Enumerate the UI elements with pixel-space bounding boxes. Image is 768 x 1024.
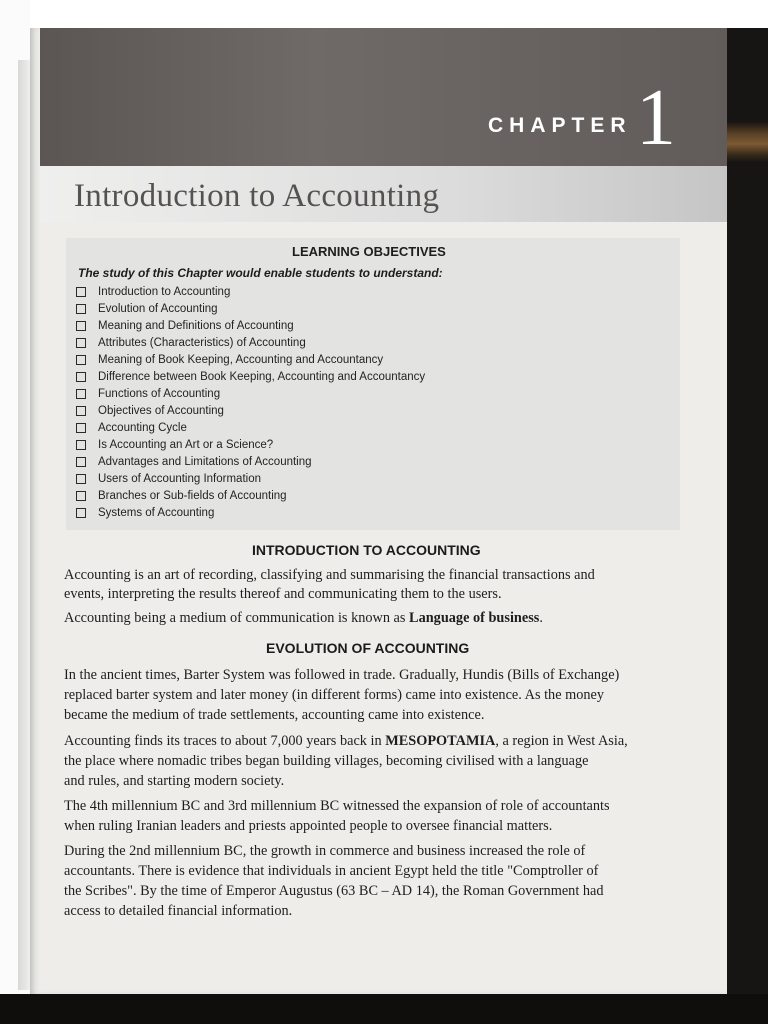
objective-item: Functions of Accounting <box>76 386 220 402</box>
paragraph-line: access to detailed financial information. <box>64 903 293 919</box>
wood-stripe <box>727 122 768 162</box>
paragraph-line: replaced barter system and later money (in different forms) came into existence. As the money <box>64 687 605 703</box>
checkbox-icon <box>76 304 86 314</box>
checkbox-icon <box>76 474 86 484</box>
learning-objectives-intro: The study of this Chapter would enable students to understand: <box>78 266 443 280</box>
objective-item: Advantages and Limitations of Accounting <box>76 454 312 470</box>
paragraph-line: events, interpreting the results thereof and communicating them to the users. <box>64 586 502 602</box>
checkbox-icon <box>76 508 86 518</box>
book-page <box>30 28 727 994</box>
paragraph-line: During the 2nd millennium BC, the growth in commerce and business increased the role of <box>64 843 586 859</box>
paragraph-line: Accounting being a medium of communication is known as Language of business. <box>64 610 543 626</box>
objective-item: Branches or Sub-fields of Accounting <box>76 488 287 504</box>
objective-item: Evolution of Accounting <box>76 301 218 317</box>
checkbox-icon <box>76 423 86 433</box>
language-of-business: Language of business <box>409 610 540 626</box>
table-edge-bottom <box>0 994 768 1024</box>
introduction-heading: INTRODUCTION TO ACCOUNTING <box>252 542 481 558</box>
learning-objectives-heading: LEARNING OBJECTIVES <box>292 244 446 259</box>
paragraph-line: Accounting finds its traces to about 7,000 years back in MESOPOTAMIA, a region in West Asia, <box>64 733 628 749</box>
chapter-title: Introduction to Accounting <box>74 178 440 214</box>
objective-item: Accounting Cycle <box>76 420 187 436</box>
checkbox-icon <box>76 338 86 348</box>
paragraph-line: accountants. There is evidence that individuals in ancient Egypt held the title "Comptroller of <box>64 863 599 879</box>
table-edge-right <box>727 28 768 994</box>
chapter-label: CHAPTER <box>488 114 632 137</box>
chapter-number: 1 <box>636 74 676 162</box>
objective-item: Meaning and Definitions of Accounting <box>76 318 294 334</box>
paragraph-line: when ruling Iranian leaders and priests appointed people to oversee financial matters. <box>64 818 553 834</box>
objective-item: Meaning of Book Keeping, Accounting and Accountancy <box>76 352 383 368</box>
checkbox-icon <box>76 321 86 331</box>
objective-item: Difference between Book Keeping, Accounting and Accountancy <box>76 369 425 385</box>
objective-item: Is Accounting an Art or a Science? <box>76 437 273 453</box>
checkbox-icon <box>76 372 86 382</box>
checkbox-icon <box>76 389 86 399</box>
objective-item: Objectives of Accounting <box>76 403 224 419</box>
top-margin <box>30 0 768 28</box>
paragraph-line: became the medium of trade settlements, accounting came into existence. <box>64 707 485 723</box>
chapter-banner <box>40 28 727 166</box>
checkbox-icon <box>76 440 86 450</box>
checkbox-icon <box>76 287 86 297</box>
evolution-heading: EVOLUTION OF ACCOUNTING <box>266 640 470 656</box>
checkbox-icon <box>76 491 86 501</box>
objective-item: Systems of Accounting <box>76 505 214 521</box>
paragraph-line: and rules, and starting modern society. <box>64 773 285 789</box>
checkbox-icon <box>76 355 86 365</box>
paragraph-line: the place where nomadic tribes began building villages, becoming civilised with a language <box>64 753 589 769</box>
paragraph-line: In the ancient times, Barter System was followed in trade. Gradually, Hundis (Bills of Exchange) <box>64 667 620 683</box>
mesopotamia: MESOPOTAMIA <box>385 733 496 749</box>
checkbox-icon <box>76 406 86 416</box>
paragraph-line: the Scribes". By the time of Emperor Augustus (63 BC – AD 14), the Roman Government had <box>64 883 604 899</box>
checkbox-icon <box>76 457 86 467</box>
paragraph-line: The 4th millennium BC and 3rd millennium BC witnessed the expansion of role of accountants <box>64 798 610 814</box>
objective-item: Users of Accounting Information <box>76 471 261 487</box>
paragraph-line: Accounting is an art of recording, classifying and summarising the financial transactions and <box>64 567 595 583</box>
objective-item: Attributes (Characteristics) of Accounting <box>76 335 306 351</box>
objective-item: Introduction to Accounting <box>76 284 230 300</box>
